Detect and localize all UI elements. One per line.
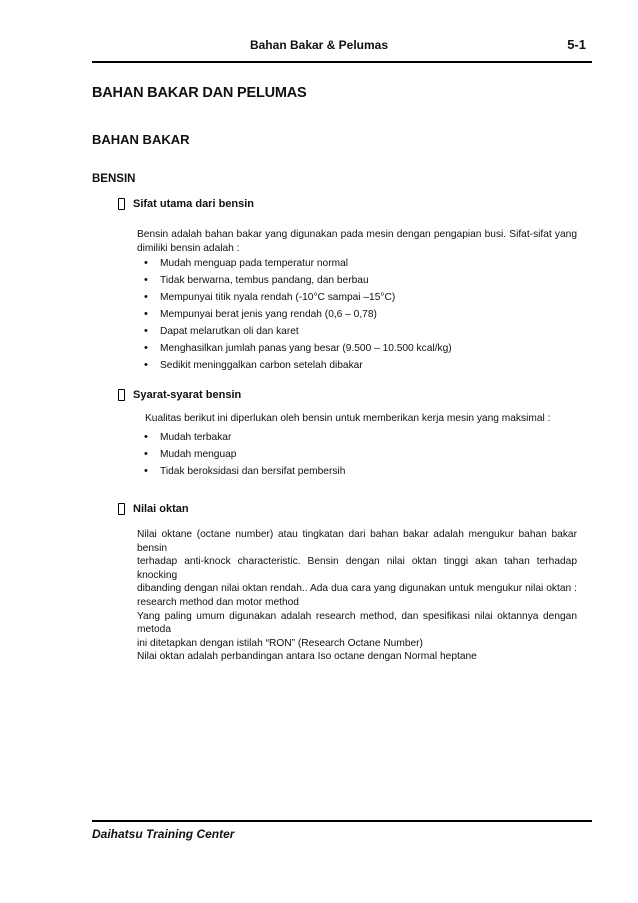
list-item: • Mudah menguap pada temperatur normal [144,255,452,272]
paragraph-line: research method dan motor method [137,596,299,608]
section-title-text: Sifat utama dari bensin [133,198,255,210]
paragraph-line: ini ditetapkan dengan istilah “RON” (Research Octane Number) [137,637,423,649]
list-item: • Mudah terbakar [144,429,345,446]
section-title-syarat [118,389,241,401]
bullet-list-sifat [144,255,452,374]
main-heading: BAHAN BAKAR DAN PELUMAS [92,85,307,101]
footer-divider [92,820,592,822]
header-title: Bahan Bakar & Pelumas [249,38,389,52]
list-item: • Mudah menguap [144,446,345,463]
list-item: • Tidak beroksidasi dan bersifat pembersih [144,463,345,480]
box-bullet-icon [118,503,125,515]
box-bullet-icon [118,198,125,210]
list-item: • Mempunyai titik nyala rendah (-10°C sampai –15°C) [144,289,452,306]
section-title-oktan [118,503,189,515]
subsub-heading: BENSIN [92,173,136,185]
section-title-text: Syarat-syarat bensin [133,389,242,401]
header-divider [92,61,592,63]
section-intro-syarat [145,412,585,426]
section-body-oktan [137,528,577,664]
paragraph-line: Kualitas berikut ini diperlukan oleh bensin untuk memberikan kerja mesin yang maksimal : [145,413,551,424]
paragraph-line: terhadap anti-knock characteristic. Bensin dengan nilai oktan tinggi akan tahan terhadap knocking [137,556,577,581]
paragraph-line: dibanding dengan nilai oktan rendah.. Ada dua cara yang digunakan untuk mengukur nilai oktan : [137,583,577,595]
list-item: • Mempunyai berat jenis yang rendah (0,6 – 0,78) [144,306,452,323]
paragraph-line: Yang paling umum digunakan adalah research method, dan spesifikasi nilai oktannya dengan metoda [137,610,577,636]
paragraph-line: Nilai oktane (octane number) atau tingkatan dari bahan bakar adalah mengukur bahan bakar bensin [137,529,577,554]
footer-text: Daihatsu Training Center [92,827,235,841]
list-item: • Dapat melarutkan oli dan karet [144,323,452,340]
section-title-sifat [118,198,254,210]
box-bullet-icon [118,389,125,401]
paragraph-line: dimiliki bensin adalah : [137,242,240,254]
bullet-list-syarat [144,429,345,480]
paragraph-line: Bensin adalah bahan bakar yang digunakan pada mesin dengan pengapian busi. Sifat-sifat yang [137,229,577,240]
section-title-text: Nilai oktan [133,503,189,515]
list-item: • Tidak berwarna, tembus pandang, dan berbau [144,272,452,289]
list-item: • Sedikit meninggalkan carbon setelah dibakar [144,357,452,374]
sub-heading: BAHAN BAKAR [92,132,190,147]
section-intro-sifat [137,228,577,255]
list-item: • Menghasilkan jumlah panas yang besar (9.500 – 10.500 kcal/kg) [144,340,452,357]
page-number: 5-1 [567,37,586,52]
paragraph-line: Nilai oktan adalah perbandingan antara Iso octane dengan Normal heptane [137,651,477,663]
